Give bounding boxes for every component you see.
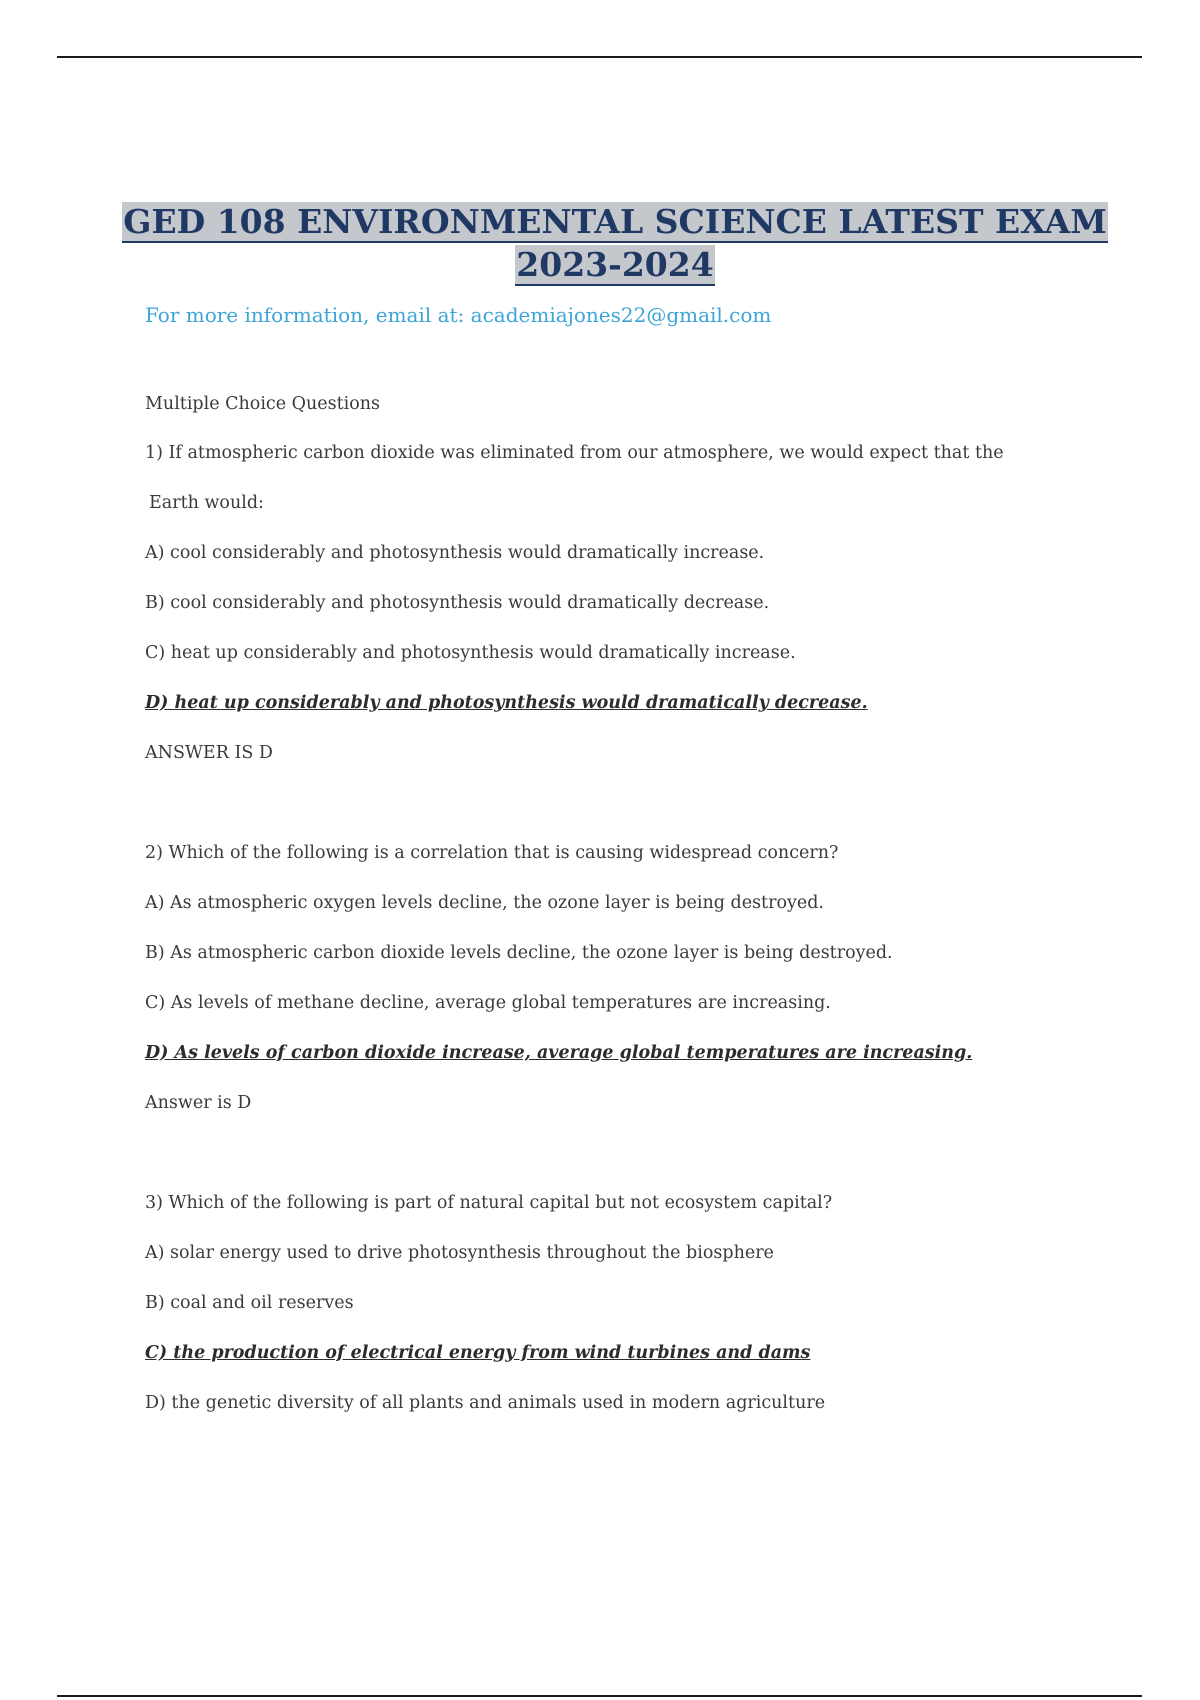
question-3-option-c-correct: C) the production of electrical energy from wind turbines and dams [145,1343,811,1363]
question-3-option-a: A) solar energy used to drive photosynthesis throughout the biosphere [145,1243,774,1263]
question-3-prompt: 3) Which of the following is part of natural capital but not ecosystem capital? [145,1193,833,1213]
question-2-option-a: A) As atmospheric oxygen levels decline, the ozone layer is being destroyed. [145,893,824,913]
question-2-option-d-correct: D) As levels of carbon dioxide increase, average global temperatures are increasing. [145,1043,973,1063]
question-1-option-d-correct: D) heat up considerably and photosynthesis would dramatically decrease. [145,693,868,713]
question-1-prompt: 1) If atmospheric carbon dioxide was eliminated from our atmosphere, we would expect that the [145,443,1004,463]
question-2-option-b: B) As atmospheric carbon dioxide levels decline, the ozone layer is being destroyed. [145,943,893,963]
question-3-option-b: B) coal and oil reserves [145,1293,354,1313]
question-1-answer: ANSWER IS D [145,743,273,763]
question-1-prompt-continued: Earth would: [149,493,264,513]
document-title [0,200,1200,286]
title-line-1: GED 108 ENVIRONMENTAL SCIENCE LATEST EXAM [123,202,1107,241]
question-3-option-d: D) the genetic diversity of all plants and animals used in modern agriculture [145,1393,826,1413]
question-1-option-c: C) heat up considerably and photosynthesis would dramatically increase. [145,643,796,663]
contact-email-line: For more information, email at: academiajones22@gmail.com [145,303,772,327]
question-2-answer: Answer is D [145,1093,252,1113]
section-heading: Multiple Choice Questions [145,394,381,414]
header-rule [57,56,1142,58]
question-2-prompt: 2) Which of the following is a correlation that is causing widespread concern? [145,843,839,863]
question-1-option-b: B) cool considerably and photosynthesis would dramatically decrease. [145,593,770,613]
question-1-option-a: A) cool considerably and photosynthesis would dramatically increase. [145,543,765,563]
question-2-option-c: C) As levels of methane decline, average global temperatures are increasing. [145,993,831,1013]
footer-rule [57,1695,1142,1697]
title-line-2: 2023-2024 [516,245,714,284]
